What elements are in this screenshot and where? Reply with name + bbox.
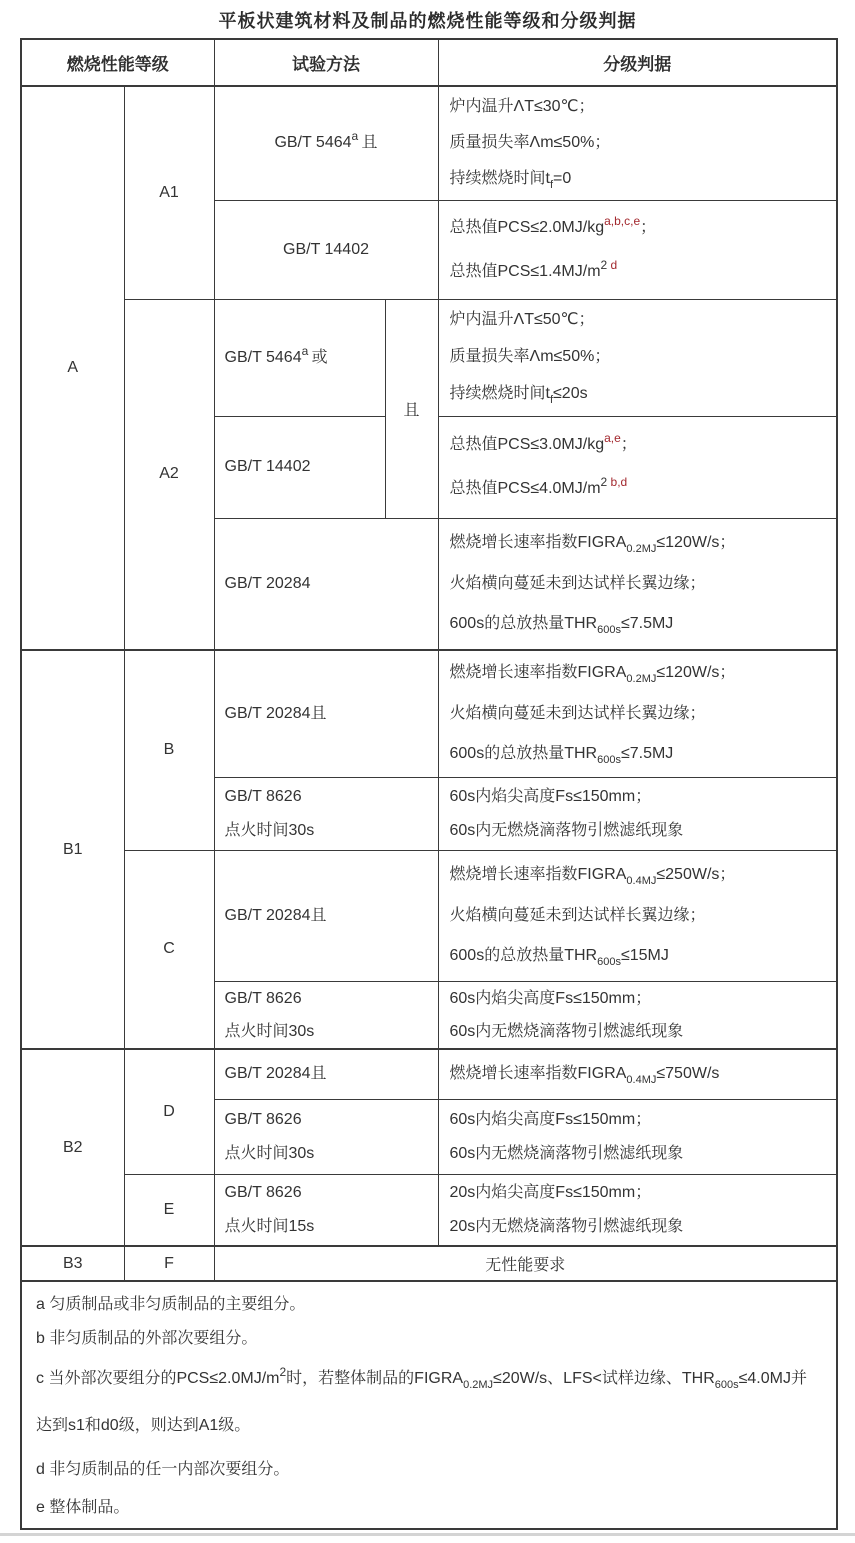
criteria-cell-c-2: 60s内焰尖高度Fs≤150mm； 60s内无燃烧滴落物引燃滤纸现象	[438, 981, 837, 1049]
header-criteria: 分级判据	[438, 39, 837, 86]
criteria-cell-d-2: 60s内焰尖高度Fs≤150mm； 60s内无燃烧滴落物引燃滤纸现象	[438, 1099, 837, 1174]
footnotes-cell: a 匀质制品或非匀质制品的主要组分。 b 非匀质制品的外部次要组分。 c 当外部次要组分的$PCS\le 2.0MJ/m^2$时，若整体制品的$FIGRA_{0.2MJ}\le 20W/s$、LFS<试样边缘、$THR_{600s}\le 4.0MJ$并达到s1和d0级，则达到A1级。 d 非匀质制品的任一内部次要组分。 e 整体制品。	[21, 1281, 837, 1529]
method-cell-d-1: GB/T 20284且	[214, 1049, 438, 1099]
criteria-cell-f: 无性能要求	[214, 1246, 837, 1281]
method-cell-b-2: GB/T 8626 点火时间30s	[214, 777, 438, 850]
criteria-cell-a2-3: 燃烧增长速率指数$FIGRA_{0.2MJ}\le 120W/s$； 火焰横向蔓延未到达试样长翼边缘； 600s的总放热量$THR_{600s}\le 7.5MJ$	[438, 518, 837, 650]
level-cell-f: F	[124, 1246, 214, 1281]
level-cell-d: D	[124, 1049, 214, 1174]
grade-cell-a: A	[21, 86, 124, 650]
method-cell-c-2: GB/T 8626 点火时间30s	[214, 981, 438, 1049]
criteria-cell-a1-2: 总热值PCS≤2.0MJ/kg$^{a,b,c,e}$； 总热值$PCS\le 1.4MJ/m^2$ $^d$	[438, 200, 837, 299]
method-cell-b-1: GB/T 20284且	[214, 650, 438, 777]
method-cell-a1-2: GB/T 14402	[214, 200, 438, 299]
level-cell-e: E	[124, 1174, 214, 1246]
criteria-cell-b-1: 燃烧增长速率指数$FIGRA_{0.2MJ}\le 120W/s$； 火焰横向蔓延未到达试样长翼边缘； 600s的总放热量$THR_{600s}\le 7.5MJ$	[438, 650, 837, 777]
criteria-cell-a2-1: 炉内温升ΛT≤50℃； 质量损失率Λm≤50%； 持续燃烧时间$t_f\le 20s$	[438, 299, 837, 416]
criteria-cell-a2-2: 总热值PCS≤3.0MJ/kg$^{a,e}$； 总热值$PCS\le 4.0MJ/m^2$ $^{b,d}$	[438, 416, 837, 518]
criteria-cell-a1-1: 炉内温升ΛT≤30℃； 质量损失率Λm≤50%； 持续燃烧时间$t_f=0$	[438, 86, 837, 200]
header-method: 试验方法	[214, 39, 438, 86]
criteria-cell-d-1: 燃烧增长速率指数$FIGRA_{0.4MJ}\le 750W/s$	[438, 1049, 837, 1099]
and-cell: 且	[385, 299, 438, 518]
header-grade: 燃烧性能等级	[21, 39, 214, 86]
method-cell-e-1: GB/T 8626 点火时间15s	[214, 1174, 438, 1246]
criteria-cell-b-2: 60s内焰尖高度Fs≤150mm； 60s内无燃烧滴落物引燃滤纸现象	[438, 777, 837, 850]
page-bottom-divider	[0, 1533, 855, 1536]
grade-cell-b2: B2	[21, 1049, 124, 1246]
classification-table	[20, 38, 838, 1530]
page-title: 平板状建筑材料及制品的燃烧性能等级和分级判据	[218, 11, 637, 31]
level-cell-c: C	[124, 850, 214, 1049]
level-cell-a2: A2	[124, 299, 214, 650]
method-cell-c-1: GB/T 20284且	[214, 850, 438, 981]
method-cell-a2-1: GB/T 5464$^a$ 或	[214, 299, 385, 416]
criteria-cell-c-1: 燃烧增长速率指数$FIGRA_{0.4MJ}\le 250W/s$； 火焰横向蔓延未到达试样长翼边缘； 600s的总放热量$THR_{600s}\le 15MJ$	[438, 850, 837, 981]
level-cell-a1: A1	[124, 86, 214, 299]
method-cell-a2-3: GB/T 20284	[214, 518, 438, 650]
criteria-cell-e-1: 20s内焰尖高度Fs≤150mm； 20s内无燃烧滴落物引燃滤纸现象	[438, 1174, 837, 1246]
level-cell-b: B	[124, 650, 214, 850]
method-cell-a2-2: GB/T 14402	[214, 416, 385, 518]
method-cell-a1-1: GB/T 5464$^a$ 且	[214, 86, 438, 200]
method-cell-d-2: GB/T 8626 点火时间30s	[214, 1099, 438, 1174]
grade-cell-b1: B1	[21, 650, 124, 1049]
grade-cell-b3: B3	[21, 1246, 124, 1281]
